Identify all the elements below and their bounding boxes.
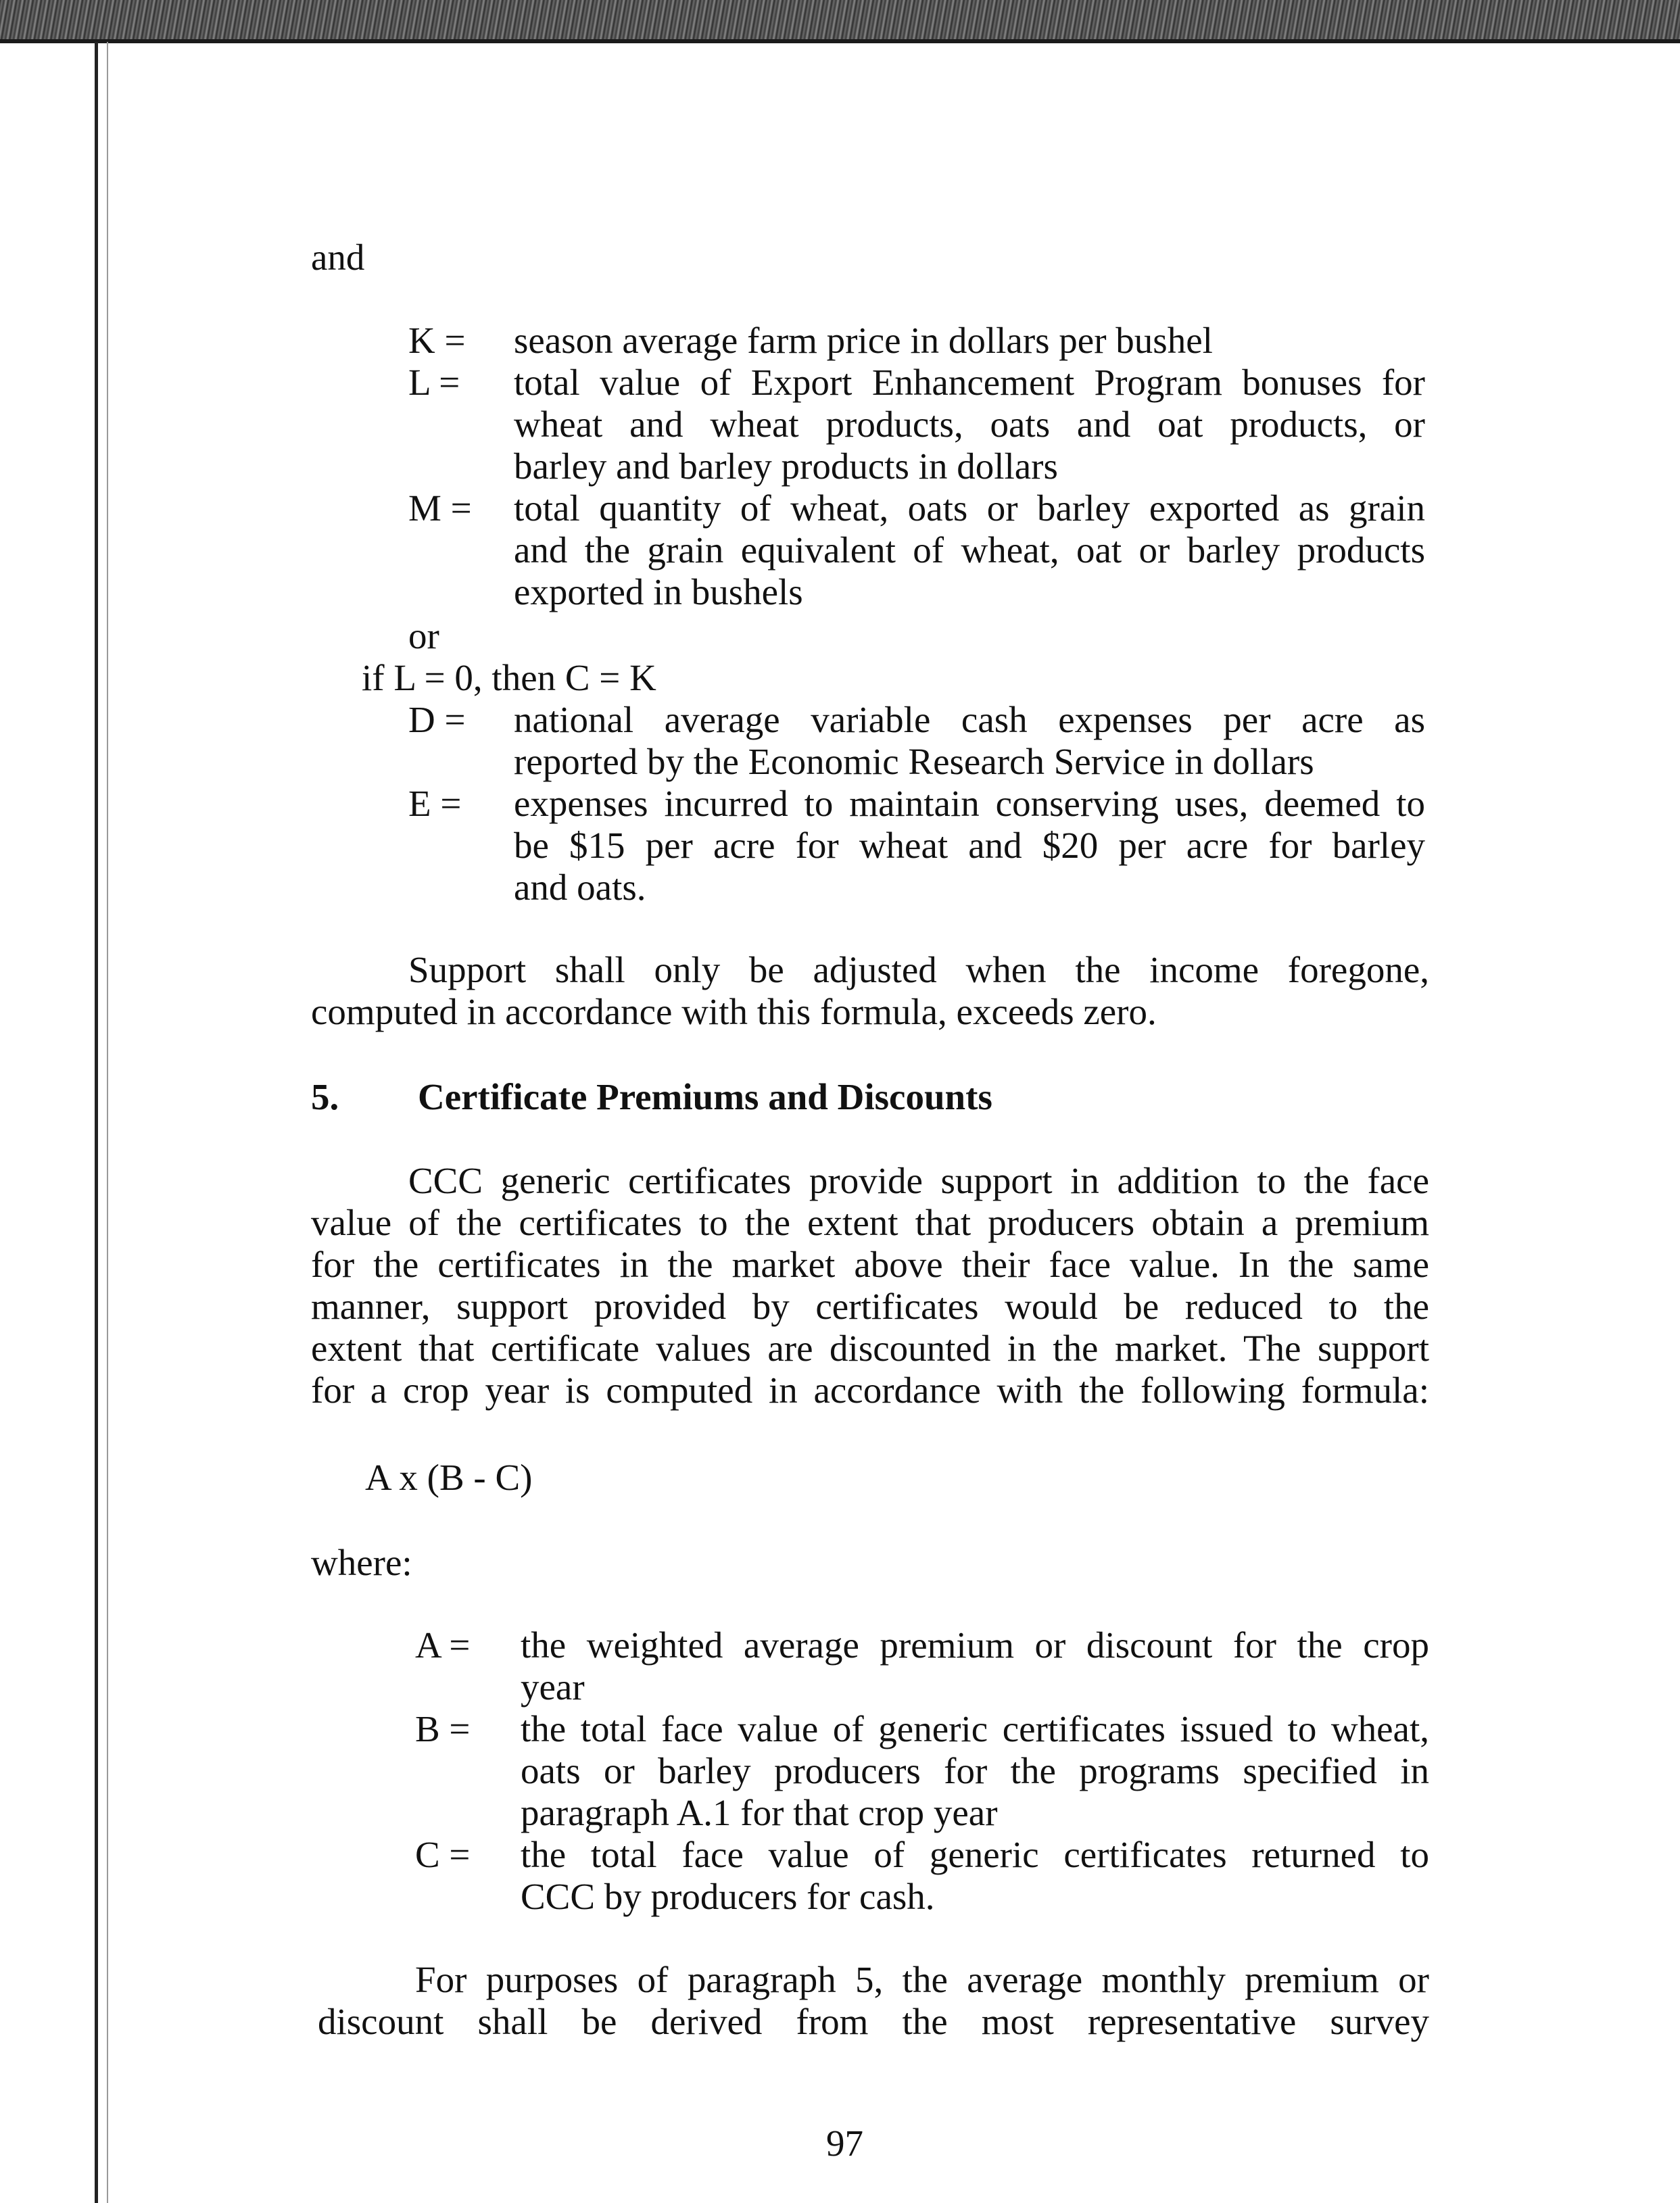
ccc-paragraph-line: CCC generic certificates provide support in addition to the face	[408, 1160, 1429, 1201]
definition-line: exported in bushels	[514, 571, 803, 612]
ccc-paragraph-line: extent that certificate values are discounted in the market. The support	[311, 1328, 1429, 1369]
ccc-paragraph-line: manner, support provided by certificates would be reduced to the	[311, 1286, 1429, 1327]
definition-line: reported by the Economic Research Service in dollars	[514, 741, 1314, 782]
support-paragraph-line: computed in accordance with this formula, exceeds zero.	[311, 991, 1157, 1032]
definition-symbol: K =	[408, 320, 466, 361]
ccc-paragraph-line: for a crop year is computed in accordance with the following formula:	[311, 1370, 1429, 1411]
definition-line: the total face value of generic certificates issued to wheat,	[521, 1708, 1429, 1749]
definition-symbol: M =	[408, 487, 472, 529]
definition-line: the weighted average premium or discount for the crop	[521, 1624, 1429, 1666]
scan-left-border	[95, 42, 98, 2203]
scan-left-shadow	[107, 42, 108, 2203]
section-title: Certificate Premiums and Discounts	[418, 1076, 992, 1117]
definition-symbol: L =	[408, 362, 460, 403]
final-paragraph-line: For purposes of paragraph 5, the average monthly premium or	[415, 1959, 1429, 2000]
page-number: 97	[826, 2123, 863, 2164]
definition-line: total value of Export Enhancement Program bonuses for	[514, 362, 1425, 403]
definition-line: oats or barley producers for the programs specified in	[521, 1750, 1429, 1791]
definition-line: barley and barley products in dollars	[514, 445, 1058, 487]
where-word: where:	[311, 1542, 412, 1583]
or-word: or	[408, 615, 439, 656]
definition-line: CCC by producers for cash.	[521, 1876, 935, 1917]
section-number: 5.	[311, 1076, 339, 1117]
condition-line: if L = 0, then C = K	[362, 657, 656, 698]
definition-line: year	[521, 1666, 585, 1708]
definition-line: paragraph A.1 for that crop year	[521, 1792, 998, 1833]
definition-line: expenses incurred to maintain conserving uses, deemed to	[514, 783, 1425, 824]
formula: A x (B - C)	[365, 1457, 533, 1498]
definition-line: and oats.	[514, 867, 646, 908]
support-paragraph-line: Support shall only be adjusted when the income foregone,	[408, 949, 1429, 990]
definition-line: and the grain equivalent of wheat, oat or barley products	[514, 529, 1425, 571]
scan-top-border	[0, 0, 1680, 42]
definition-line: total quantity of wheat, oats or barley exported as grain	[514, 487, 1425, 529]
ccc-paragraph-line: for the certificates in the market above their face value. In the same	[311, 1244, 1429, 1285]
definition-symbol: B =	[415, 1708, 471, 1749]
definition-line: be $15 per acre for wheat and $20 per acre for barley	[514, 825, 1425, 866]
ccc-paragraph-line: value of the certificates to the extent that producers obtain a premium	[311, 1202, 1429, 1243]
intro-word: and	[311, 237, 365, 278]
definition-symbol: C =	[415, 1834, 471, 1875]
definition-line: wheat and wheat products, oats and oat products, or	[514, 404, 1425, 445]
definition-line: the total face value of generic certificates returned to	[521, 1834, 1429, 1875]
definition-line: national average variable cash expenses per acre as	[514, 699, 1425, 740]
scan-top-edge	[0, 39, 1680, 43]
definition-symbol: A =	[415, 1624, 471, 1666]
final-paragraph-line: discount shall be derived from the most representative survey	[318, 2001, 1429, 2042]
definition-line: season average farm price in dollars per bushel	[514, 320, 1213, 361]
definition-symbol: D =	[408, 699, 466, 740]
definition-symbol: E =	[408, 783, 462, 824]
